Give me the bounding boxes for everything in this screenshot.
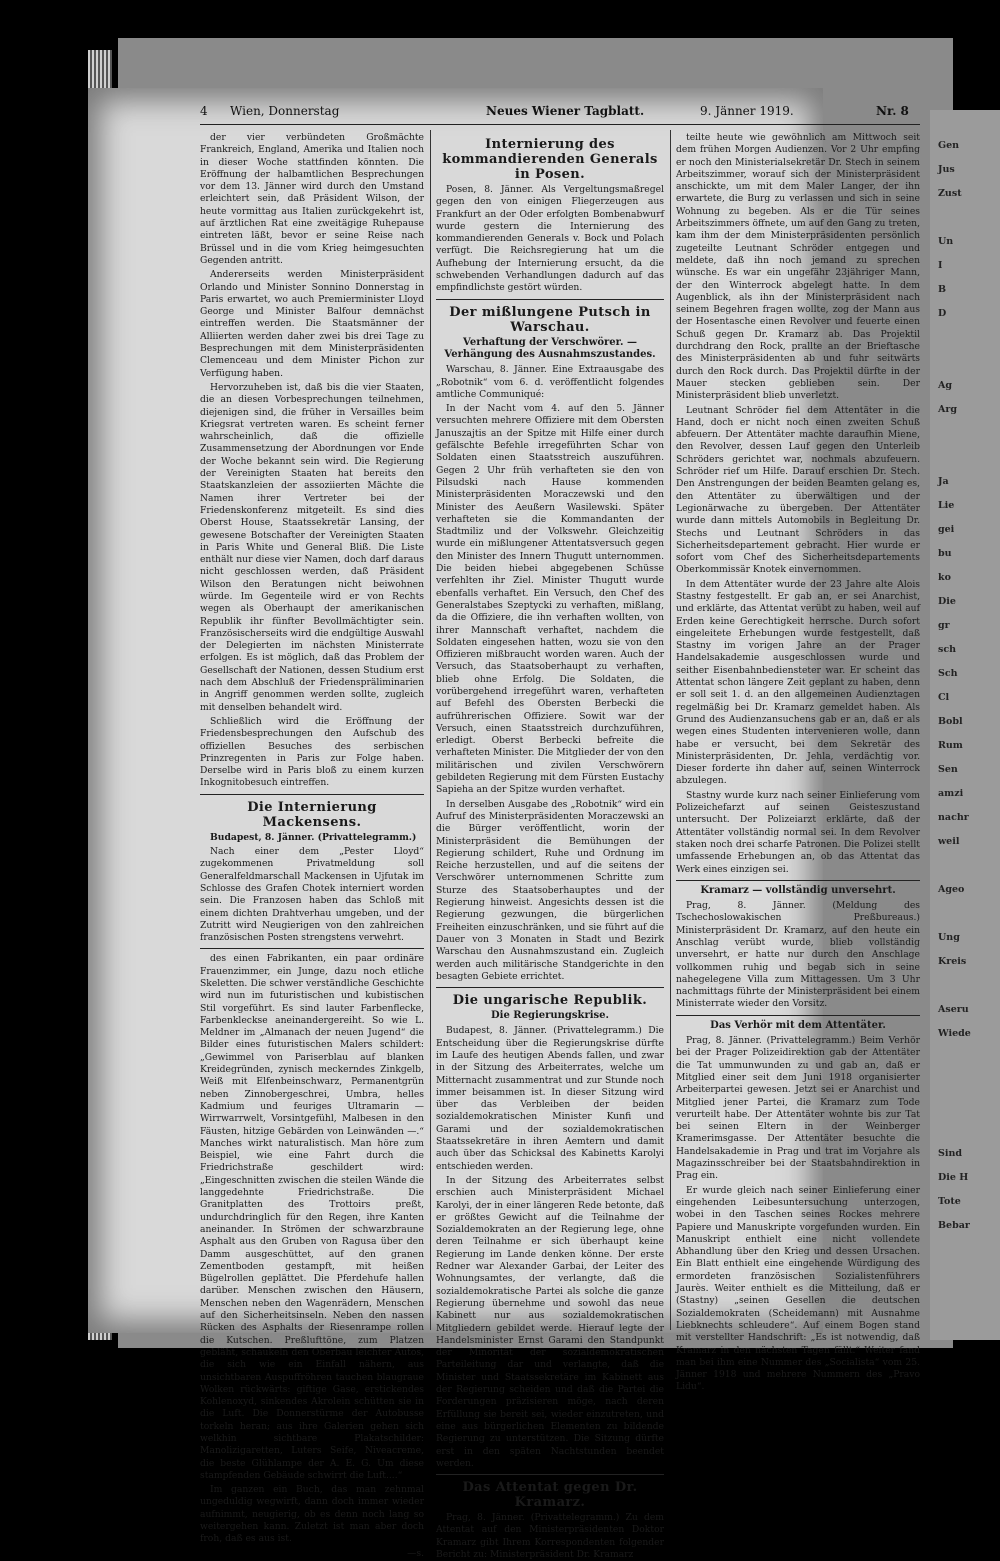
edge-fragment [938, 980, 998, 1004]
edge-fragment: amzi [938, 788, 964, 799]
issue-number: Nr. 8 [876, 104, 909, 118]
headline-unversehrt: Kramarz — vollständig unversehrt. [700, 884, 896, 896]
masthead: Neues Wiener Tagblatt. [486, 104, 645, 118]
edge-fragment [938, 332, 998, 356]
feuilleton-paragraph: Im ganzen ein Buch, das man zehnmal ungeduldig wegwirft, dann doch immer wieder aufnimmt, neugierig, ob es denn noch lang so weitergehen kann. Zuletzt ist man aber doch froh, daß es aus ist. [200, 1484, 424, 1545]
headline-warschau: Der mißlungene Putsch in Warschau. [449, 304, 651, 335]
edge-fragment [938, 1076, 998, 1100]
edge-fragment: Ag [938, 380, 953, 391]
edge-fragment: Jus [938, 164, 955, 175]
edge-fragment: ko [938, 572, 951, 583]
paragraph: Andererseits werden Ministerpräsident Orlando und Minister Sonnino Donnerstag in Paris erwartet, wo auch Premierminister Lloyd George und Minister Balfour demnächst eintreffen werden. Die Staatsmänner der Alliierten werden daher zwei bis drei Tage zu Besprechungen mit dem Ministerpräsidenten Clemenceau und dem Minister Pichon zur Verfügung haben. [200, 269, 424, 379]
paragraph: teilte heute wie gewöhnlich am Mittwoch seit dem frühen Morgen Audienzen. Vor 2 Uhr empfing er noch den Ministerialsekretär Dr. Stech in seinem Arbeitszimmer, worauf sich der Ministerpräsident anschickte, um mit dem Maler Langer, der ihn erwartete, die Burg zu verlassen und sich in seine Wohnung zu begeben. Als er die Tür seines Arbeitszimmers öffnete, um auf den Gang zu treten, kam ihm der dem Ministerpräsidenten persönlich zugeteilte Leutnant Schröder entgegen und meldete, daß ihn noch jemand zu sprechen wünsche. Es war ein ungefähr 23jähriger Mann, der den Winterrock abgelegt hatte. In dem Augenblick, als ihn der Ministerpräsident nach seinem Begehren fragen wollte, zog der Mann aus der Hosentasche einen Revolver und feuerte einen Schuß gegen Dr. Kramarz ab. Das Projektil durchdrang den Rock, prallte an der Brieftasche des Ministerpräsidenten ab und fuhr seitwärts durch den Rock durch. Das Projektil dürfte in der Mauer stecken geblieben sein. Der Ministerpräsident blieb unverletzt. [676, 132, 920, 402]
paragraph: In der Nacht vom 4. auf den 5. Jänner versuchten mehrere Offiziere mit dem Obersten Januszajtis an der Spitze mit Hilfe einer durch gefälschte Befehle irregeführten Schar von Soldaten einen Staatsstreich auszuführen. Gegen 2 Uhr früh verhafteten sie den von Pilsudski nach Hause kommenden Ministerpräsidenten Moraczewski und den Minister des Aeußern Wasilewski. Später verhafteten sie die Kommandanten der Stadtmiliz und der Volkswehr. Gleichzeitig wurde ein mißlungener Attentatsversuch gegen den Minister des Innern Thugutt unternommen. Die beiden hiebei abgegebenen Schüsse verfehlten ihr Ziel. Minister Thugutt wurde ebenfalls verhaftet. Ein Versuch, den Chef des Generalstabes Szeptycki zu verhaften, mißlang, da die Offiziere, die ihn verhaften wollten, von ihrer Mannschaft verhaftet, nachdem die Soldaten eingesehen hatten, wozu sie von den Offizieren mißbraucht worden waren. Auch der Versuch, das Staatsoberhaupt zu verhaften, blieb ohne Erfolg. Die Soldaten, die vorübergehend irregeführt waren, verhafteten auf Befehl des Obersten Berbecki die aufrührerischen Offiziere. Sowit war der Versuch, einen Staatsstreich durchzuführen, erledigt. Oberst Berbecki befreite die verhafteten Minister. Die Mitglieder der von den militärischen und zivilen Verschwörern gebildeten Regierung mit dem Fürsten Eustachy Sapieha an der Spitze wurden verhaftet. [436, 403, 664, 796]
divider [676, 1015, 920, 1016]
edge-fragment: Ung [938, 932, 960, 943]
issue-date: 9. Jänner 1919. [700, 104, 794, 118]
edge-fragment: gr [938, 620, 950, 631]
edge-fragment [938, 428, 998, 452]
divider [436, 1474, 664, 1475]
paragraph: Budapest, 8. Jänner. (Privattelegramm.) Die Entscheidung über die Regierungskrise dürfte im Laufe des heutigen Abends fallen, und zwar in der Sitzung des Arbeiterrates, welche um Mitternacht zusammentrat und zur Stunde noch immer beisammen ist. In dieser Sitzung wird über das Verbleiben der beiden sozialdemokratischen Minister Kunfi und Garami und der sozialdemokratischen Staatssekretäre in ihren Aemtern und damit auch über das Schicksal des Kabinetts Karolyi entschieden werden. [436, 1025, 664, 1172]
feuilleton-paragraph: des einen Fabrikanten, ein paar ordinäre Frauenzimmer, ein Junge, dazu noch etliche Skeletten. Die schwer verständliche Geschichte wird nun im futuristischen und kubistischen Stil vorgeführt. Es sind lauter Farbenflecke, Farbenkleckse aneinandergereiht. So wie L. Meldner im „Almanach der neuen Jugend“ die Bilder eines futuristischen Malers schildert: „Gewimmel von Pariserblau auf blanken Kreidegründen, zynisch meckerndes Zinkgelb, Weiß mit Elfenbeinschwarz, Permanentgrün neben Zinnobergeschrei, Umbra, helles Kadmium und feuriges Ultramarin — Wirrwarrwelt, Vorsintgefühl, Malbesen in den Fäusten, hitzige Gebärden von Leinwänden —.“ Manches wirkt naturalistisch. Man höre zum Beispiel, wie eine Fahrt durch die Friedrichstraße geschildert wird: „Eingeschnitten zwischen die steilen Wände die langgedehnte Friedrichstraße. Die Granitplatten des Trottoirs preßt, undurchdringlich für den Regen, ihre Kanten aneinander. In Strömen der schwarzbraune Asphalt aus den Gruben von Ragusa über den Damm ausgeschüttet, auf den granen Zementboden gestampft, mit heißen Bügelrollen geplättet. Die Pferdehufe hallen darüber. Menschen zwischen den Häusern, Menschen neben den Wagenrädern, Menschen auf den Sicherheitsinseln. Neben den nassen Rücken des Asphalts der Riesenrampe rollen die Kutschen. Preßlufttöne, zum Platzen gebläht, schaukeln den Oberbau leichter Autos, die sich wie ein Einfall nähern, aus unsichtbaren Auspuffröhren tauchen blaugraue Wolken rückwärts: giftige Gase, erstickendes Kohlenoxyd, sinkendes Akrolein schütten sie in die Luft. Die Donnerstürme der Autobusse torkeln heran; aus ihre Galerien gehen sich welkhin sichtbare Plakatschilder: Manolizigaretten, Luters Seife, Niveacreme, die beste Glühlampe der A. E. G. Um diese stampfenden Gebäude schwirrt die Luft....“ [200, 953, 424, 1481]
paragraph: Schließlich wird die Eröffnung der Friedensbesprechungen den Aufschub des offiziellen Besuches des serbischen Prinzregenten in Paris zur Folge haben. Derselbe wird in Paris bloß zu einem kurzen Inkognitobesuch eintreffen. [200, 715, 424, 789]
edge-fragment [938, 860, 998, 884]
edge-fragment: Sind [938, 1148, 963, 1159]
edge-fragment: Die [938, 596, 956, 607]
headline-ungarn: Die ungarische Republik. [452, 993, 648, 1009]
edge-fragment [938, 356, 998, 380]
headline-mackensen: Die Internierung Mackensens. [247, 799, 377, 830]
edge-fragment: bu [938, 548, 952, 559]
edge-fragment: weil [938, 836, 960, 847]
edge-fragment: Gen [938, 140, 960, 151]
edge-fragment: D [938, 308, 947, 319]
edge-fragment [938, 212, 998, 236]
paragraph: Posen, 8. Jänner. Als Vergeltungsmaßregel gegen den von einigen Fliegerzeugen aus Frankfurt an der Oder erfolgten Bombenabwurf wurde gestern die Internierung des kommandierenden Generals v. Bock und Polach verfügt. Die Reichsregierung hat um die Aufhebung der Internierung ersucht, da die schwebenden Verhandlungen dadurch auf das empfindlichste gestört würden. [436, 184, 664, 294]
edge-fragment [938, 908, 998, 932]
page-number: 4 [200, 104, 208, 118]
divider [436, 987, 664, 988]
edge-fragment: B [938, 284, 947, 295]
edge-fragment: Ja [938, 476, 949, 487]
edge-fragment: Sch [938, 668, 958, 679]
edge-fragment: Arg [938, 404, 958, 415]
headline-verhoer: Das Verhör mit dem Attentäter. [710, 1019, 886, 1031]
edge-fragment: sch [938, 644, 957, 655]
column-2 [436, 132, 664, 1560]
feuilleton-divider [200, 948, 424, 949]
dateline: Budapest, 8. Jänner. (Privattelegramm.) [210, 831, 417, 843]
signature: —s. [407, 1547, 424, 1559]
headline-posen: Internierung des kommandierenden Generals in Posen. [442, 137, 658, 182]
divider [676, 880, 920, 881]
edge-fragment: Lie [938, 500, 955, 511]
edge-fragment [938, 1052, 998, 1076]
column-3 [676, 132, 920, 1393]
paragraph: In derselben Ausgabe des „Robotnik“ wird ein Aufruf des Ministerpräsidenten Moraczewski an die Bürger veröffentlicht, worin der Ministerpräsident die Bemühungen der Regierung schildert, Ruhe und Ordnung im Reiche herzustellen, und auf die seitens der Verschwörer unternommenen Schritte zum Sturze des Staatsoberhauptes und der Regierung hinweist. Angesichts dessen ist die Regierung gezwungen, die bürgerlichen Freiheiten einzuschränken, und sie führt auf die Dauer von 3 Monaten in Stadt und Bezirk Warschau den Ausnahmszustand ein. Zugleich werden auch militärische Standgerichte in den besagten Gebiete errichtet. [436, 798, 664, 982]
paragraph: Leutnant Schröder fiel dem Attentäter in die Hand, doch er nicht noch einen zweiten Schuß abfeuern. Der Attentäter machte daraufhin Miene, den Revolver, dessen Lauf gegen den Unterleib Schröders gerichtet war, nochmals abzufeuern. Schröder rief um Hilfe. Darauf erschien Dr. Stech. Den Anstrengungen der beiden Beamten gelang es, den Attentäter zu überwältigen und der Legionärwache zu übergeben. Der Attentäter wurde dann mittels Automobils in Begleitung Dr. Stechs und Leutnant Schröders in das Sicherheitsdepartement gebracht. Hier wurde er sofort vom Chef des Sicherheitsdepartements Oberkommissär Knotek einvernommen. [676, 404, 920, 576]
column-rule [430, 130, 431, 1330]
edge-fragment: Tote [938, 1196, 961, 1207]
edge-fragment: Un [938, 236, 954, 247]
paragraph: der vier verbündeten Großmächte Frankreich, England, Amerika und Italien noch in dieser Woche stattfinden könnten. Die Eröffnung der halbamtlichen Besprechungen vor dem 13. Jänner wird durch den Umstand erleichtert sein, daß Präsident Wilson, der heute vormittag aus Italien zurückgekehrt ist, auf ärztlichen Rat eine zweitägige Ruhepause eintreten läßt, bevor er seine Reise nach Brüssel und in die vom Krieg heimgesuchten Gegenden antritt. [200, 132, 424, 266]
adjacent-page-fragments [938, 140, 998, 1340]
subheadline: Verhaftung der Verschwörer. — Verhängung des Ausnahmszustandes. [444, 336, 656, 360]
edge-fragment: Aseru [938, 1004, 969, 1015]
edge-fragment: Wiede [938, 1028, 971, 1039]
paragraph: In dem Attentäter wurde der 23 Jahre alte Alois Stastny festgestellt. Er gab an, er sei Anarchist, und erklärte, das Attentat verübt zu haben, weil auf Erden keine Gerechtigkeit herrsche. Durch sofort eingeleitete Erhebungen wurde festgestellt, daß Stastny im vorigen Jahre an der Prager Handelsakademie ausgeschlossen wurde und seither Eisenbahnbediensteter war. Er scheint das Attentat schon längere Zeit geplant zu haben, denn er soll seit 1. d. an den allgemeinen Audienztagen regelmäßig bei Dr. Kramarz gemeldet haben. Als Grund des Audienzansuchens gab er an, daß er als wegen eines Studenten intervenieren wolle, dann habe er versucht, bei dem Sekretär des Ministerpräsidenten, Dr. Jehla, verdächtig vor. Dieser forderte ihn daher auf, seinen Winterrock abzulegen. [676, 578, 920, 787]
subheadline: Die Regierungskrise. [490, 1010, 610, 1022]
page-header [200, 100, 920, 125]
paragraph: Stastny wurde kurz nach seiner Einlieferung vom Polizeichefarzt auf seinen Geisteszustand untersucht. Der Polizeiarzt erklärte, daß der Attentäter vollständig normal sei. In dem Revolver staken noch drei scharfe Patronen. Die Polizei stellt umfassende Erhebungen an, ob das Attentat das Werk eines einzigen sei. [676, 789, 920, 875]
paragraph: Er wurde gleich nach seiner Einlieferung einer eingehenden Leibesuntersuchung unterzogen, wobei in den Taschen seines Rockes mehrere Papiere und Manuskripte vorgefunden wurden. Ein Manuskript enthielt eine nicht vollendete Abhandlung über den Krieg und dessen Ursachen. Ein Blatt enthielt eine eingehende Würdigung des ermordeten französischen Sozialistenführers Jaurès. Weiter enthielt es die Mitteilung, daß er (Stastny) „seinen Gesellen die deutschen Sozialdemokraten (Scheidemann) mit Ausnahme Liebknechts schleudere“. Auf einem Bogen stand mit verstellter Handschrift: „Es ist notwendig, daß Kramarz in den nächsten Tagen fällt.“ Weiter fand man bei ihm eine Nummer des „Socialista“ vom 25. Jänner 1918 und mehrere Nummern des „Pravo Lidu“. [676, 1184, 920, 1393]
edge-fragment: Cl [938, 692, 950, 703]
edge-fragment: Zust [938, 188, 962, 199]
paragraph: Warschau, 8. Jänner. Eine Extraausgabe des „Robotnik“ vom 6. d. veröffentlicht folgendes amtliche Communiqué: [436, 364, 664, 400]
edge-fragment: Bebar [938, 1220, 970, 1231]
divider [200, 794, 424, 795]
edge-fragment: Die H [938, 1172, 969, 1183]
paragraph: Prag, 8. Jänner. (Meldung des Tschechoslowakischen Preßbureaus.) Ministerpräsident Dr. Kramarz, auf den heute ein Anschlag verübt wurde, blieb vollständig unversehrt, er hatte nur durch den Anschlage vollkommen ruhig und begab sich in seine nahegelegene Villa zum Mittagessen. Um 3 Uhr nachmittags führte der Ministerpräsident bei einem Ministerrate wieder den Vorsitz. [676, 900, 920, 1010]
edge-fragment: Kreis [938, 956, 967, 967]
paragraph: Prag, 8. Jänner. (Privattelegramm.) Zu dem Attentat auf den Ministerpräsidenten Doktor Kramarz gibt Ihrem Korrespondenten folgender Bericht zu: Ministerpräsident Dr. Kramarz [436, 1512, 664, 1560]
paragraph: Hervorzuheben ist, daß bis die vier Staaten, die an diesen Vorbesprechungen teilnehmen, diejenigen sind, die früher in Versailles beim Kriegsrat vertreten waren. Es scheint ferner wahrscheinlich, daß die offizielle Zusammensetzung der Abordnungen vor Ende der Woche bekannt sein wird. Die Regierung der Vereinigten Staaten hat bereits den Staatskanzleien der assoziierten Mächte die Namen ihrer Vertreter bei der Friedenskonferenz mitgeteilt. Es sind dies Oberst House, Staatssekretär Lansing, der gewesene Botschafter der Vereinigten Staaten in Paris White und General Bliß. Die Liste enthält nur diese vier Namen, doch darf daraus nicht geschlossen werden, daß Präsident Wilson den Beratungen nicht beiwohnen würde. Im Gegenteile wird er von Rechts wegen als Oberhaupt der amerikanischen Republik ihr fünfter Bevollmächtigter sein. Französischerseits wird die endgültige Auswahl der Delegierten im nächsten Ministerrate erfolgen. Es ist möglich, daß das Problem der Gesellschaft der Nationen, dessen Studium erst nach dem Abschluß der Friedenspräliminarien in Angriff genommen werden sollte, zugleich mit denselben behandelt wird. [200, 381, 424, 713]
edge-fragment: Sen [938, 764, 958, 775]
edge-fragment [938, 1100, 998, 1124]
edge-fragment: gei [938, 524, 955, 535]
edge-fragment: Rum [938, 740, 963, 751]
divider [436, 299, 664, 300]
column-1 [200, 132, 424, 1559]
headline-kramarz: Das Attentat gegen Dr. Kramarz. [462, 1480, 638, 1511]
place-day: Wien, Donnerstag [230, 104, 340, 118]
paragraph: Nach einer dem „Pester Lloyd“ zugekommenen Privatmeldung soll Generalfeldmarschall Mackensen in Ujfutak im Schlosse des Grafen Chotek interniert worden sein. Die Franzosen haben das Schloß mit einem dichten Drahtverhau umgeben, und der Zutritt wird Neugierigen von den zahlreichen französischen Posten strengstens verwehrt. [200, 846, 424, 944]
paragraph: Prag, 8. Jänner. (Privattelegramm.) Beim Verhör bei der Prager Polizeidirektion gab der Attentäter die Tat ummunwunden zu und gab an, daß er Mitglied einer seit dem Juni 1918 organisierter Arbeiterpartei gewesen. Jetzt sei er Anarchist und Mitglied jener Partei, die Kramarz zum Tode verurteilt habe. Der Attentäter wohnte bis zur Tat bei seinen Eltern in der Weinberger Kramerimsgasse. Der Attentäter besuchte die Handelsakademie in Prag und trat im Vorjahre als Magazinsschreiber bei der Staatsbahndirektion in Prag ein. [676, 1035, 920, 1182]
edge-fragment: Bobl [938, 716, 963, 727]
column-rule [670, 130, 671, 1330]
paragraph: In der Sitzung des Arbeiterrates selbst erschien auch Ministerpräsident Michael Karolyi, der in einer längeren Rede betonte, daß er größtes Gewicht auf die Teilnahme der Sozialdemokraten an der Regierung lege, ohne deren Teilnahme er sich überhaupt keine Regierung im Lande denken könne. Der erste Redner war Alexander Garbai, der Leiter des Wohnungsamtes, der verlangte, daß die sozialdemokratische Partei als solche die ganze Regierung übernehme und sowohl das neue Kabinett nur aus sozialdemokratischen Mitgliedern gebildet werde. Hierauf legte der Handelsminister Ernst Garami den Standpunkt der Minorität der sozialdemokratischen Parteileitung dar und verlangte, daß die Minister und Staatssekretäre im Kabinett aus der Regierung scheiden und daß die Partei die Forderungen präzisieren möge, nach deren Erfüllung sie bereit sei, wieder einzutreten, und eine aus bürgerlichen Elementen zu bildende Regierung zu unterstützen. Die Sitzung dürfte erst in den späten Nachtstunden beendet werden. [436, 1174, 664, 1469]
edge-fragment [938, 1124, 998, 1148]
edge-fragment: nachr [938, 812, 969, 823]
edge-fragment [938, 452, 998, 476]
edge-fragment: I [938, 260, 943, 271]
edge-fragment: Ageo [938, 884, 965, 895]
